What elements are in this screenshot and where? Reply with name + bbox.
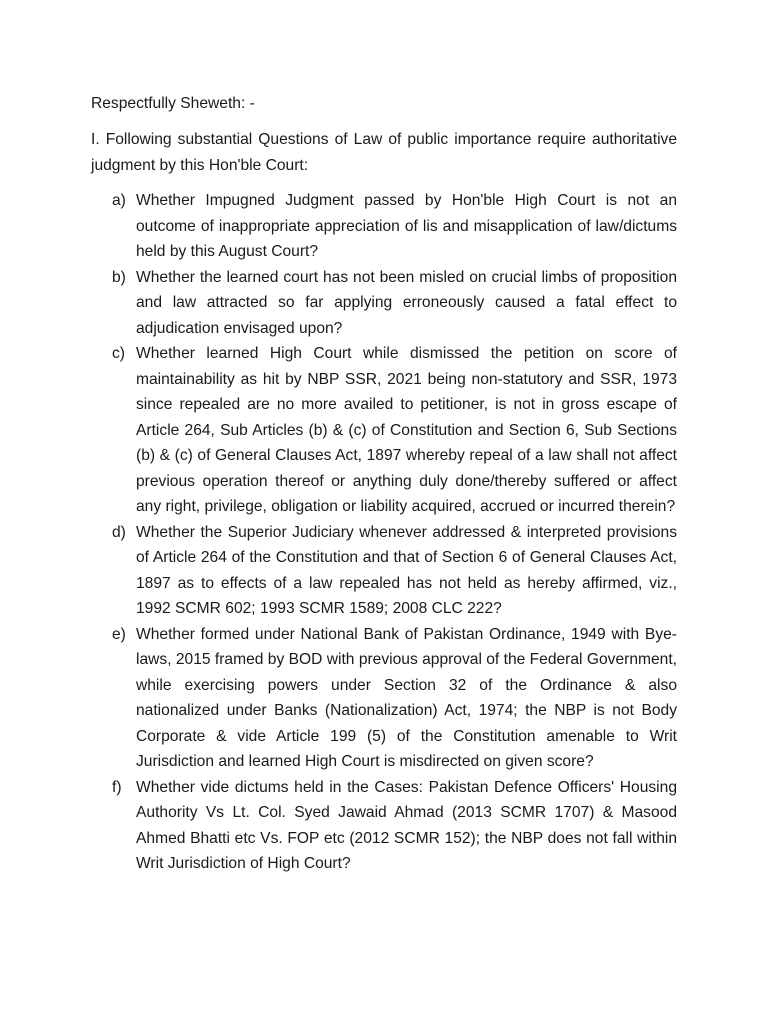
question-item-d bbox=[112, 520, 677, 622]
question-item-a bbox=[112, 188, 677, 265]
question-item-f bbox=[112, 775, 677, 877]
question-marker: a) bbox=[112, 192, 126, 209]
question-text: Whether the learned court has not been misled on crucial limbs of proposition and law attracted so far applying erroneously caused a fatal effect to adjudication envisaged upon? bbox=[136, 268, 677, 337]
question-marker: d) bbox=[112, 523, 126, 541]
question-item-b bbox=[112, 265, 677, 342]
question-text: Whether vide dictums held in the Cases: Pakistan Defence Officers' Housing Authority Vs Lt. Col. Syed Jawaid Ahmad (2013 SCMR 1707) & Masood Ahmed Bhatti etc Vs. FOP etc (2012 SCMR 152); the NBP does not fall within Writ Jurisdiction of High Court? bbox=[136, 778, 677, 872]
salutation: Respectfully Sheweth: - bbox=[91, 95, 255, 112]
question-marker: c) bbox=[112, 345, 125, 362]
intro-paragraph: I. Following substantial Questions of Law of public importance require authoritative judgment by this Hon'ble Court: bbox=[91, 131, 677, 174]
question-marker: e) bbox=[112, 625, 126, 643]
question-text: Whether formed under National Bank of Pakistan Ordinance, 1949 with Bye-laws, 2015 framed by BOD with previous approval of the Federal Government, while exercising powers under Section 32 of the Ordinance & also nationalized under Banks (Nationalization) Act, 1974; the NBP is not Body Corporate & vide Article 199 (5) of the Constitution amenable to Writ Jurisdiction and learned High Court is misdirected on given score? bbox=[136, 625, 677, 770]
question-text: Whether learned High Court while dismissed the petition on score of maintainability as hit by NBP SSR, 2021 being non-statutory and SSR, 1973 since repealed are no more availed to petitioner, is not in gross escape of Article 264, Sub Articles (b) & (c) of Constitution and Section 6, Sub Sections (b) & (c) of General Clauses Act, 1897 whereby repeal of a law shall not affect previous operation thereof or anything duly done/thereby suffered or affect any right, privilege, obligation or liability acquired, accrued or incurred therein? bbox=[136, 345, 677, 515]
question-text: Whether the Superior Judiciary whenever addressed & interpreted provisions of Article 264 of the Constitution and that of Section 6 of General Clauses Act, 1897 as to effects of a law repealed has not held as hereby affirmed, viz., 1992 SCMR 602; 1993 SCMR 1589; 2008 CLC 222? bbox=[136, 523, 677, 617]
questions-list bbox=[112, 188, 677, 877]
question-marker: f) bbox=[112, 778, 122, 796]
question-text: Whether Impugned Judgment passed by Hon'ble High Court is not an outcome of inappropriate appreciation of lis and misapplication of law/dictums held by this August Court? bbox=[136, 192, 677, 260]
question-item-c bbox=[112, 341, 677, 520]
question-marker: b) bbox=[112, 268, 126, 286]
question-item-e bbox=[112, 622, 677, 775]
